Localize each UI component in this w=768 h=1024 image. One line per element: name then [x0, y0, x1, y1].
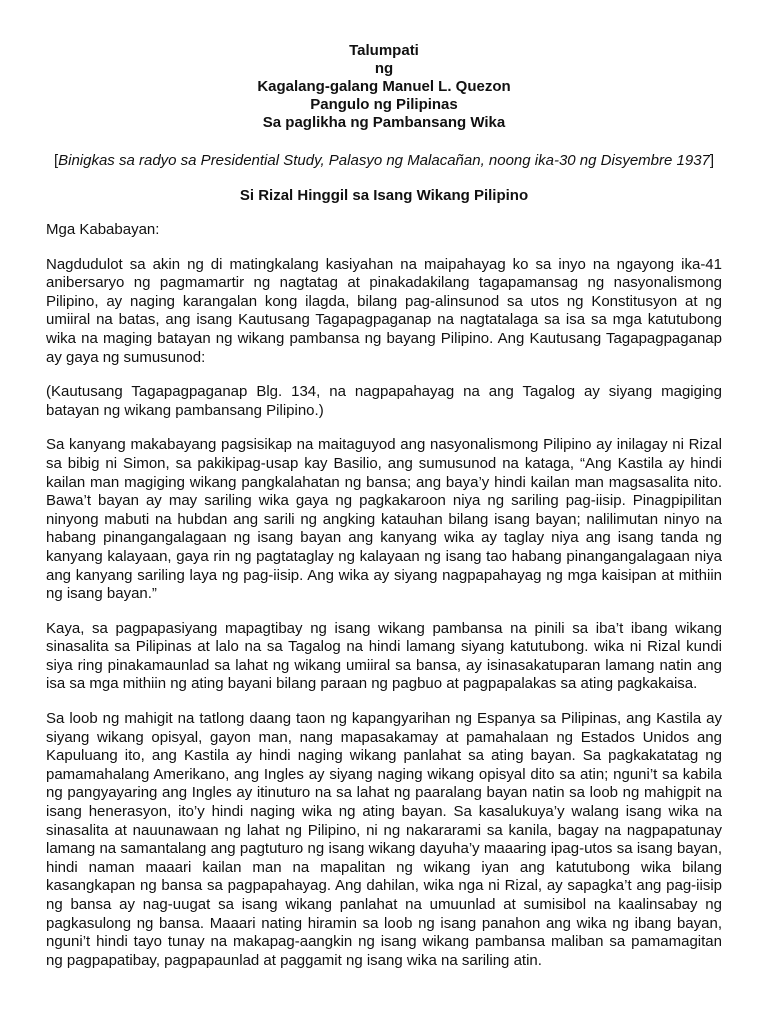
greeting: Mga Kababayan:: [46, 221, 160, 238]
paragraph-5: Sa loob ng mahigit na tatlong daang taon ng kapangyarihan ng Espanya sa Pilipinas, ang Kastila ay siyang wikang opisyal, gayon man, nang mapasakamay at pamahalaan ng Estados Unidos ang Kapuluang ito, ang Kastila ay hindi naging wikang panlahat sa ating bayan. Sa pagkakatatag ng pamamahalang Amerikano, ang Ingles ay siyang naging wikang opisyal dito sa atin; nguni’t sa kabila ng pangyayaring ang Ingles ay itinuturo na sa lahat ng paaralang bayan natin sa loob ng mahigpit na isang henerasyon, ito’y hindi naging wika ng ating bayan. Sa kasalukuya’y walang isang wika na sinasalita at nauunawaan ng lahat ng Pilipino, ni ng nakararami sa kanila, bagay na nagpapatunay lamang na samantalang ang pagtuturo ng isang wikang dayuha’y maaaring ipag-utos sa isang bayan, hindi naman maaari kailan man na mapalitan ng wikang iyan ang katutubong wika bilang kasangkapan ng bansa sa pagpapahayag. Ang dahilan, wika nga ni Rizal, ay sapagka’t ang pag-iisip ng bansa ay nag-uugat sa isang wikang panlahat na umuunlad at sumisibol na kaalinsabay ng pagkasulong ng bansa. Maaari nating hiramin sa loob ng isang panahon ang wika ng ibang bayan, nguni’t hindi tayo tunay na makapag-aangkin ng isang wikang pambansa maliban sa pamamagitan ng pagpapatibay, pagpapaunlad at paggamit ng isang wika na sariling atin.: [46, 710, 722, 969]
delivery-open-bracket: [: [53, 152, 59, 169]
paragraph-2: (Kautusang Tagapagpaganap Blg. 134, na nagpapahayag na ang Tagalog ay siyang magiging batayan ng wikang pambansang Pilipino.): [46, 383, 722, 419]
document-page: [46, 42, 722, 970]
delivery-note: [38, 152, 730, 170]
title-line-4: Pangulo ng Pilipinas: [310, 96, 458, 113]
speech-subtitle: Si Rizal Hinggil sa Isang Wikang Pilipino: [239, 187, 529, 204]
delivery-close-bracket: ]: [709, 152, 715, 169]
delivery-text: Binigkas sa radyo sa Presidential Study, Palasyo ng Malacañan, noong ika-30 ng Disyembre 1937: [58, 152, 710, 169]
title-line-5: Sa paglikha ng Pambansang Wika: [262, 114, 506, 131]
speech-title: [46, 42, 722, 132]
title-line-1: Talumpati: [349, 42, 419, 59]
title-line-2: ng: [374, 60, 394, 77]
paragraph-3: Sa kanyang makabayang pagsisikap na maitaguyod ang nasyonalismong Pilipino ay inilagay ni Rizal sa bibig ni Simon, sa pakikipag-usap kay Basilio, ang sumusunod na kataga, “Ang Kastila ay hindi kailan man magiging wikang pangkalahatan ng bansa; ang baya’y hindi kailan man magsasalita nito. Bawa’t bayan ay may sariling wika gaya ng pagkakaroon niya ng sariling pag-iisip. Pinagpipilitan ninyong mabuti na hubdan ang sarili ng angking katauhan bilang isang bayan; nalilimutan ninyo na habang pinangangalagaan ng isang bayan ang kanyang wika ay taglay niya ang isang tanda ng kanyang kalayaan, gaya rin ng pagtataglay ng kalayaan ng isang tao habang pinangangalagaan niya ang kanyang sariling laya ng pag-iisip. Ang wika ay siyang nagpapahayag ng mga kaisipan at mithiin ng isang bayan.”: [46, 436, 722, 603]
paragraph-4: Kaya, sa pagpapasiyang mapagtibay ng isang wikang pambansa na pinili sa iba’t ibang wikang sinasalita sa Pilipinas at lalo na sa Tagalog na hindi lamang siyang katutubong. wika ni Rizal kundi siya ring pinakamaunlad sa lahat ng wikang umiiral sa bansa, ay isinasakatuparan lamang natin ang isa sa mga mithiin ng ating bayani bilang paraan ng pagbuo at pagpapalakas sa ating pagkakaisa.: [46, 619, 722, 693]
title-line-3: Kagalang-galang Manuel L. Quezon: [257, 78, 511, 95]
paragraph-1: Nagdudulot sa akin ng di matingkalang kasiyahan na maipahayag ko sa inyo na ngayong ika-41 anibersaryo ng pagmamartir ng nagtatag at pinakadakilang tagapamansag ng nasyonalismong Pilipino, ay naging karangalan kong ilagda, bilang pag-alinsunod sa utos ng Konstitusyon at ng umiiral na batas, ang isang Kautusang Tagapagpaganap na nagtatalaga sa isa sa mga katutubong wika na maging batayan ng wikang pambansa ng bayang Pilipino. Ang Kautusang Tagapagpaganap ay gaya ng sumusunod:: [46, 255, 722, 366]
